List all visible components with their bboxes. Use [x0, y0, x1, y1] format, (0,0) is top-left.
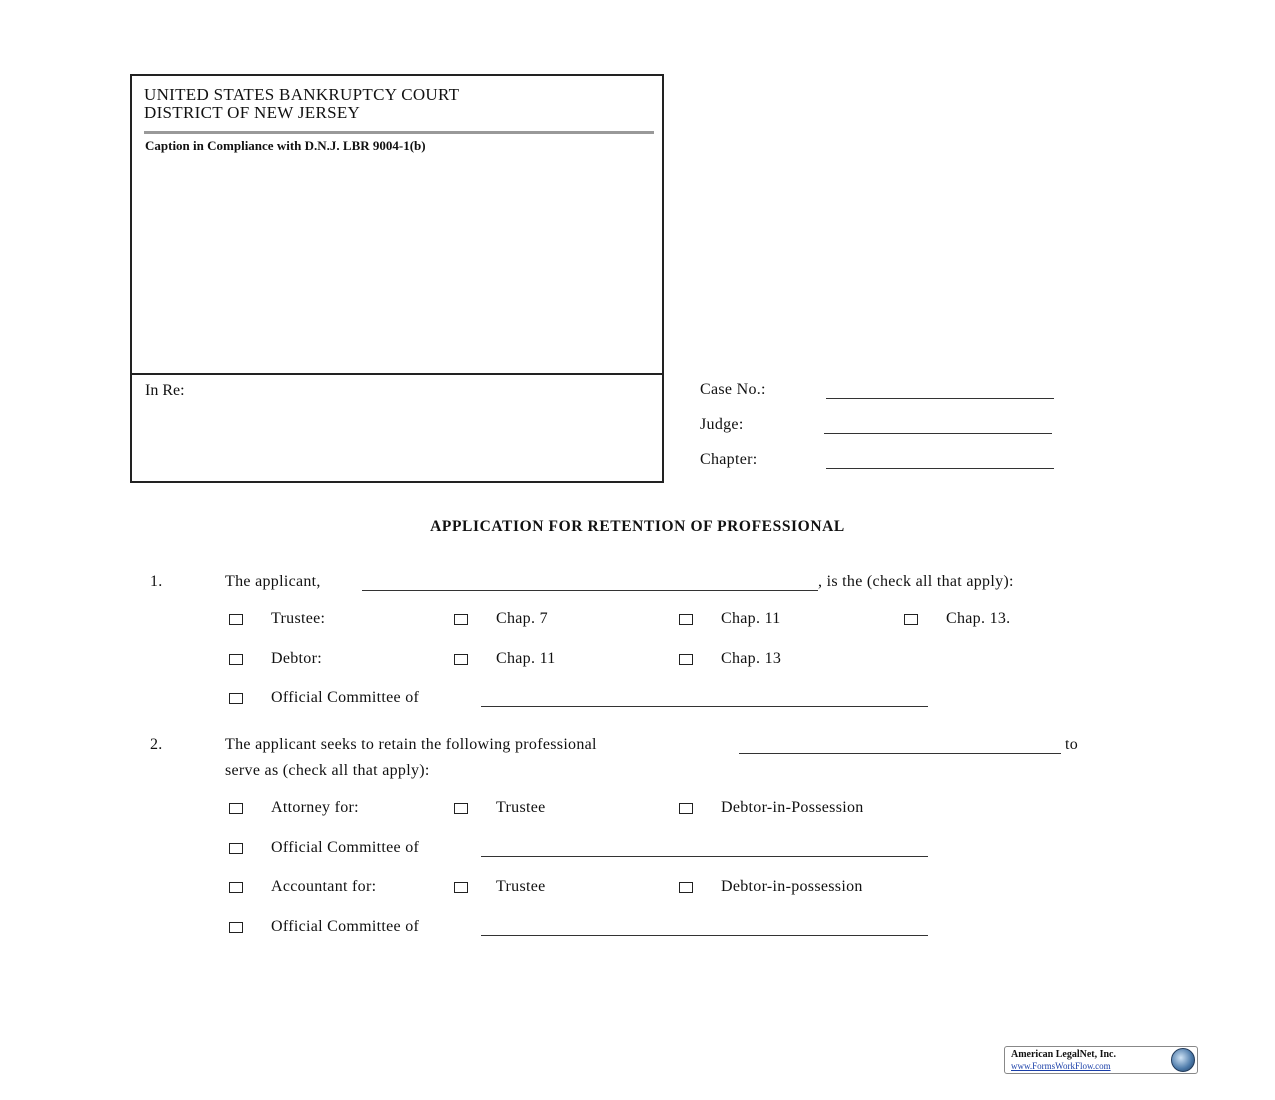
- court-district: DISTRICT OF NEW JERSEY: [144, 103, 361, 122]
- debtor-chap11-checkbox[interactable]: [454, 654, 468, 665]
- trustee-chap7-label: Chap. 7: [496, 610, 548, 627]
- debtor-checkbox[interactable]: [229, 654, 243, 665]
- committee-label: Official Committee of: [271, 689, 420, 706]
- professional-name-field[interactable]: [739, 753, 1061, 754]
- accountant-trustee-label: Trustee: [496, 878, 546, 895]
- section2-intro-line2: serve as (check all that apply):: [225, 762, 430, 779]
- accountant-committee-label: Official Committee of: [271, 918, 420, 935]
- trustee-chap11-checkbox[interactable]: [679, 614, 693, 625]
- accountant-dip-label: Debtor-in-possession: [721, 878, 863, 895]
- section2-intro: The applicant seeks to retain the following professional: [225, 736, 597, 753]
- debtor-chap13-checkbox[interactable]: [679, 654, 693, 665]
- accountant-committee-checkbox[interactable]: [229, 922, 243, 933]
- accountant-label: Accountant for:: [271, 878, 377, 895]
- trustee-chap13-checkbox[interactable]: [904, 614, 918, 625]
- caption-rule: [144, 131, 654, 134]
- caption-divider: [132, 373, 662, 375]
- in-re-label: In Re:: [145, 382, 185, 399]
- committee-field[interactable]: [481, 706, 928, 707]
- globe-icon: [1171, 1048, 1195, 1072]
- trustee-chap7-checkbox[interactable]: [454, 614, 468, 625]
- attorney-dip-label: Debtor-in-Possession: [721, 799, 864, 816]
- trustee-label: Trustee:: [271, 610, 326, 627]
- trustee-chap11-label: Chap. 11: [721, 610, 781, 627]
- trustee-checkbox[interactable]: [229, 614, 243, 625]
- document-title: APPLICATION FOR RETENTION OF PROFESSIONAL: [430, 518, 845, 535]
- trustee-chap13-label: Chap. 13.: [946, 610, 1011, 627]
- section1-intro: The applicant,: [225, 573, 321, 590]
- attorney-committee-checkbox[interactable]: [229, 843, 243, 854]
- accountant-trustee-checkbox[interactable]: [454, 882, 468, 893]
- section1-number: 1.: [150, 573, 163, 590]
- section1-intro-tail: , is the (check all that apply):: [818, 573, 1014, 590]
- accountant-committee-field[interactable]: [481, 935, 928, 936]
- committee-checkbox[interactable]: [229, 693, 243, 704]
- court-name: UNITED STATES BANKRUPTCY COURT: [144, 85, 460, 104]
- judge-field[interactable]: [824, 433, 1052, 434]
- applicant-name-field[interactable]: [362, 590, 818, 591]
- logo-url-link[interactable]: www.FormsWorkFlow.com: [1011, 1061, 1111, 1071]
- chapter-field[interactable]: [826, 468, 1054, 469]
- logo-company: American LegalNet, Inc.: [1011, 1049, 1116, 1060]
- accountant-checkbox[interactable]: [229, 882, 243, 893]
- judge-label: Judge:: [700, 416, 744, 433]
- footer-logo: [1004, 1046, 1198, 1074]
- chapter-label: Chapter:: [700, 451, 758, 468]
- case-no-field[interactable]: [826, 398, 1054, 399]
- debtor-chap13-label: Chap. 13: [721, 650, 782, 667]
- caption-compliance-note: Caption in Compliance with D.N.J. LBR 9004-1(b): [145, 138, 426, 153]
- attorney-trustee-checkbox[interactable]: [454, 803, 468, 814]
- debtor-chap11-label: Chap. 11: [496, 650, 556, 667]
- section2-intro-tail: to: [1065, 736, 1079, 753]
- caption-box: [130, 74, 664, 483]
- attorney-trustee-label: Trustee: [496, 799, 546, 816]
- attorney-committee-field[interactable]: [481, 856, 928, 857]
- attorney-committee-label: Official Committee of: [271, 839, 420, 856]
- accountant-dip-checkbox[interactable]: [679, 882, 693, 893]
- case-no-label: Case No.:: [700, 381, 766, 398]
- attorney-dip-checkbox[interactable]: [679, 803, 693, 814]
- section2-number: 2.: [150, 736, 163, 753]
- attorney-label: Attorney for:: [271, 799, 359, 816]
- debtor-label: Debtor:: [271, 650, 322, 667]
- attorney-checkbox[interactable]: [229, 803, 243, 814]
